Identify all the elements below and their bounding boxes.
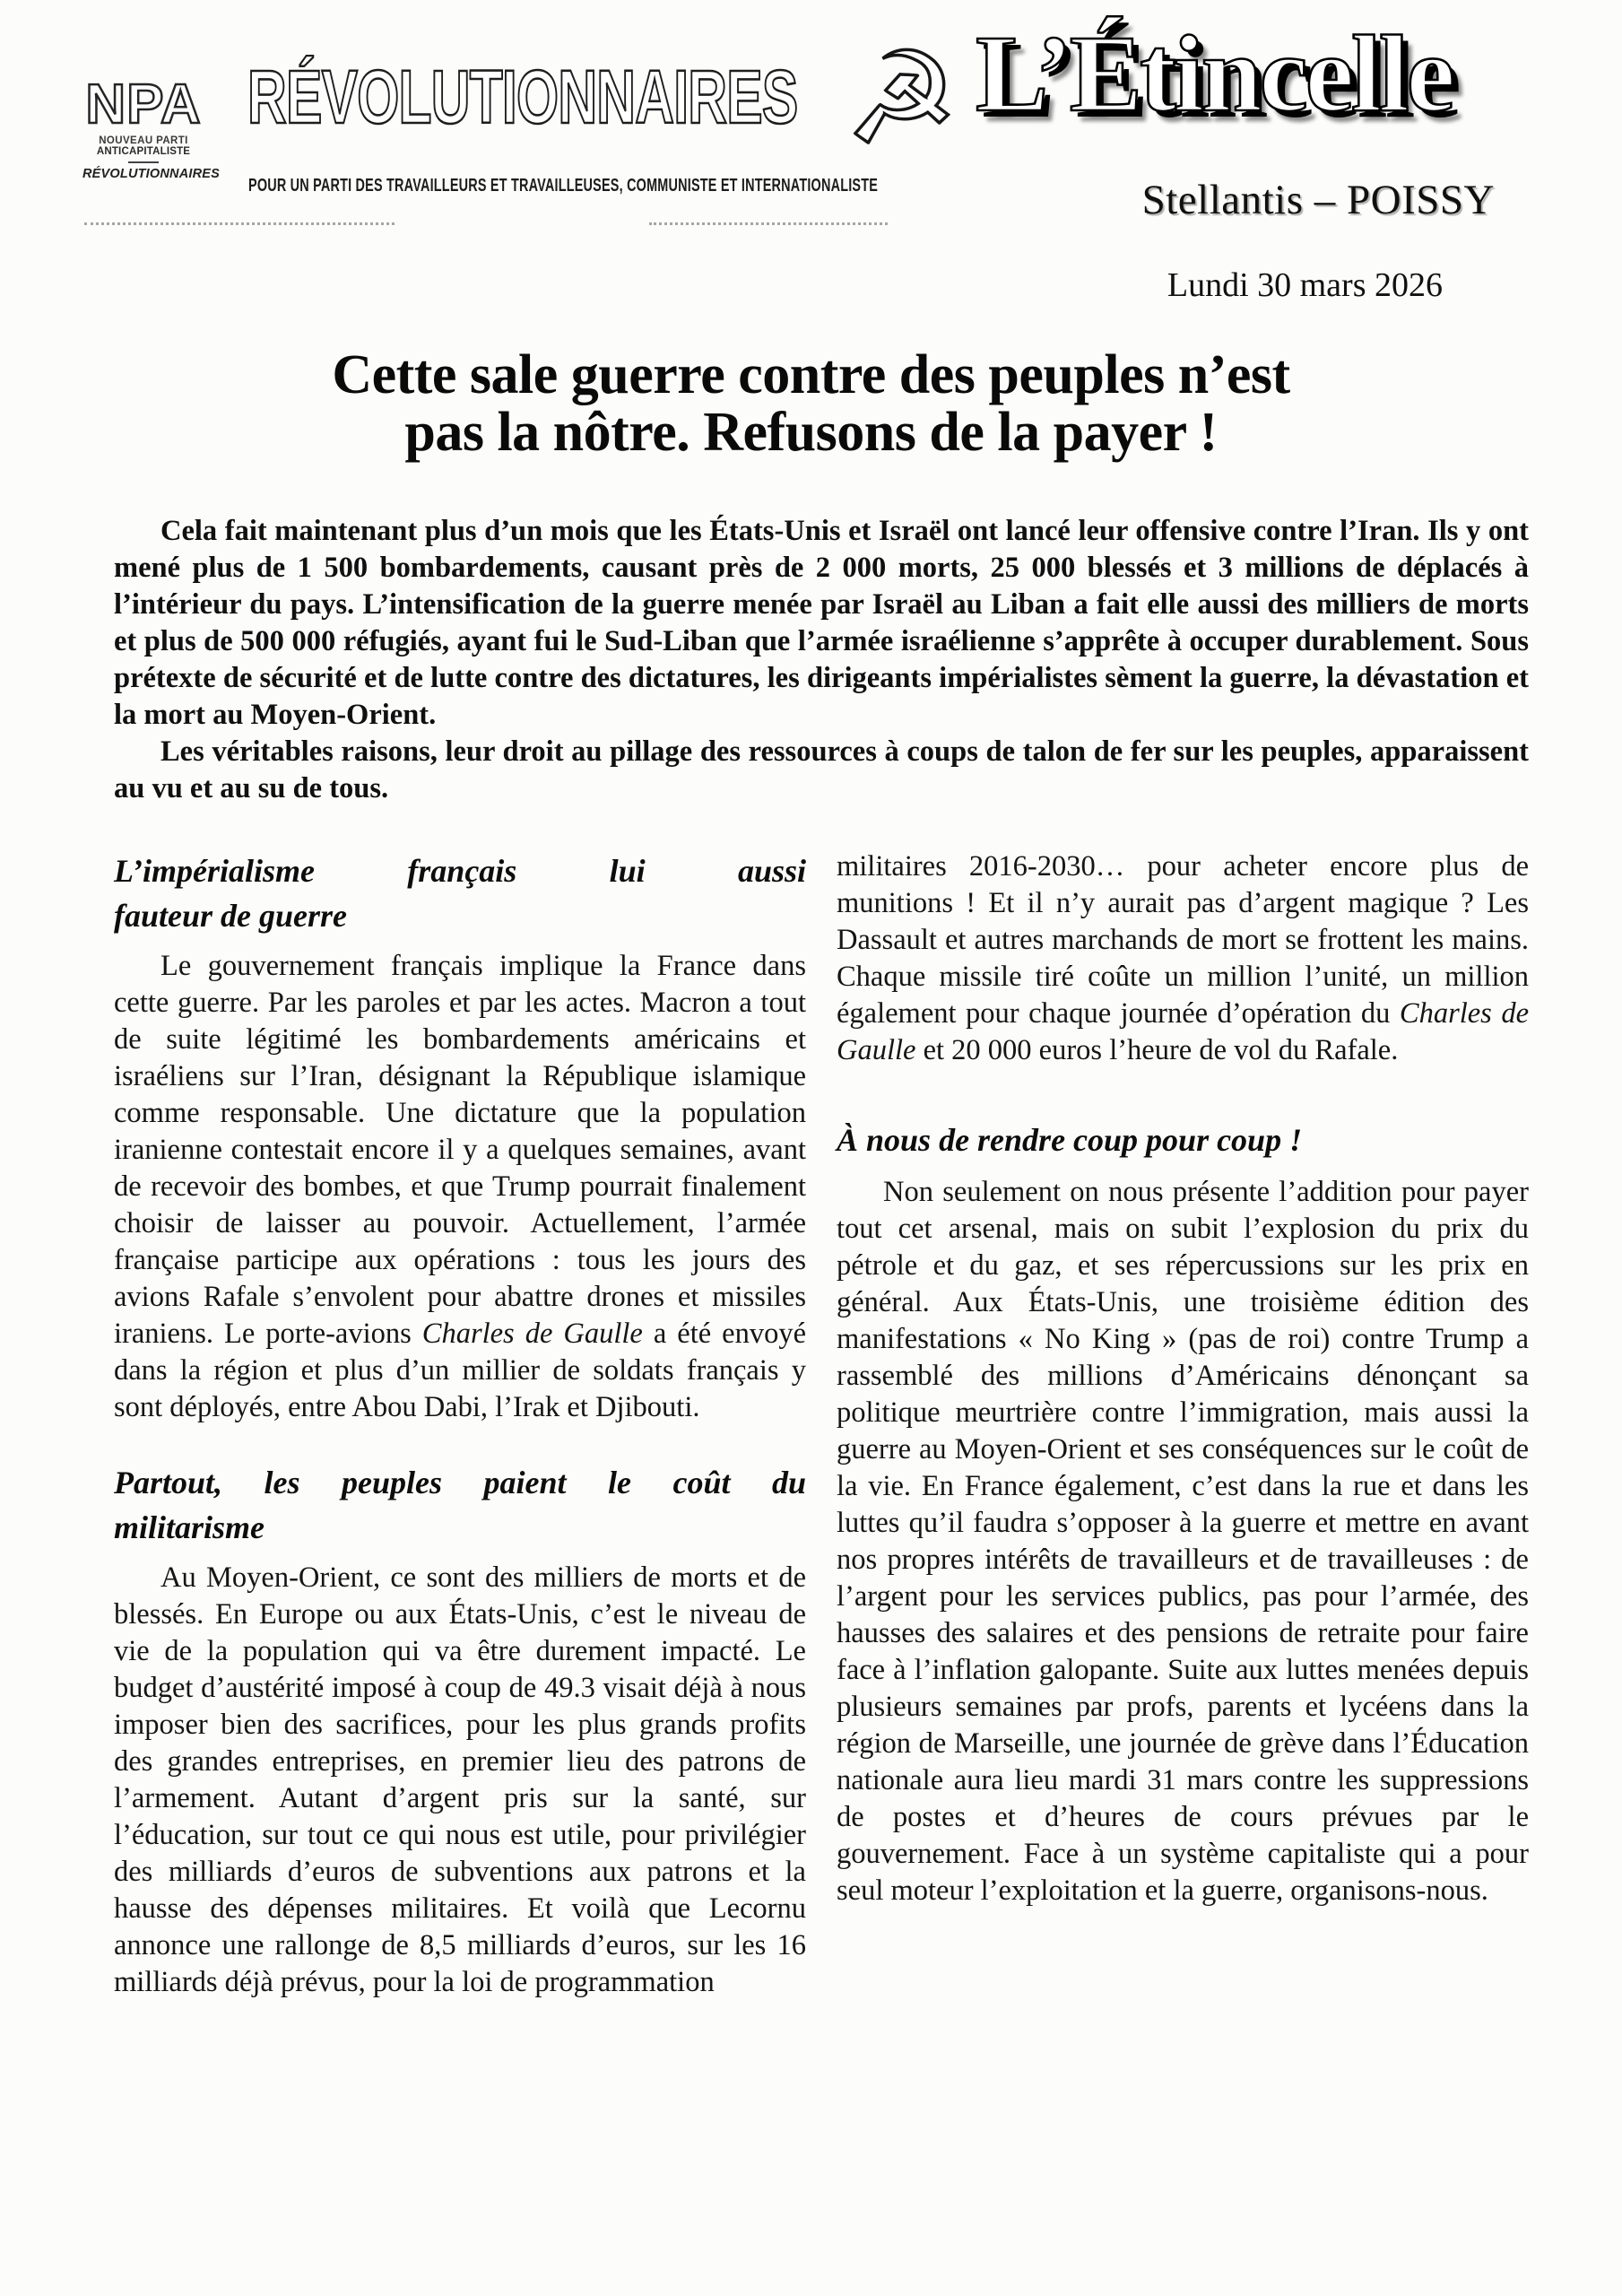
- npa-divider: [128, 161, 159, 163]
- section1-heading-line2: fauteur de guerre: [114, 898, 347, 934]
- party-name-logotype: RÉVOLUTIONNAIRES: [247, 55, 798, 139]
- section2-heading: [114, 1460, 806, 1550]
- npa-acronym: NPA: [85, 74, 202, 135]
- left-column: [114, 848, 806, 2001]
- section2-paragraph-left: Au Moyen-Orient, ce sont des milliers de morts et de blessés. En Europe ou aux États-Unis, c’est le niveau de vie de la population qui va être durement impacté. Le budget d’austérité imposé à coup de 49.3 visait déjà à nous imposer bien des sacrifices, pour les plus grands profits des grandes entreprises, en premier lieu des patrons de l’armement. Autant d’argent pris sur la santé, sur l’éducation, sur tout ce qui nous est utile, pour privilégier des milliards d’euros de subventions aux patrons et la hausse des dépenses militaires. Et voilà que Lecornu annonce une rallonge de 8,5 milliards d’euros, sur les 16 milliards déjà prévus, pour la loi de programmation: [114, 1561, 806, 1998]
- section3-heading: À nous de rendre coup pour coup !: [837, 1122, 1303, 1158]
- hammer-sickle-icon: ☭: [845, 25, 959, 173]
- issue-date: Lundi 30 mars 2026: [1167, 266, 1443, 304]
- bulletin-title: L’Étincelle: [976, 13, 1453, 135]
- party-tagline: POUR UN PARTI DES TRAVAILLEURS ET TRAVAILLEUSES, COMMUNISTE ET INTERNATIONALISTE: [248, 176, 879, 196]
- section2-heading-line1: Partout, les peuples paient le coût du: [114, 1465, 806, 1500]
- npa-logo: [82, 74, 221, 181]
- main-headline-line2: pas la nôtre. Refusons de la payer !: [404, 402, 1218, 463]
- intro-section: [114, 513, 1529, 807]
- dotted-divider-right: [649, 222, 888, 225]
- masthead: [0, 0, 1622, 316]
- dotted-divider-left: [84, 222, 395, 225]
- article-body: [114, 513, 1529, 2001]
- main-headline-line1: Cette sale guerre contre des peuples n’est: [332, 344, 1290, 405]
- two-column-layout: [114, 848, 1529, 2001]
- section2-paragraph-continued: militaires 2016-2030… pour acheter encore plus de munitions ! Et il n’y aurait pas d’argent magique ? Les Dassault et autres marchands de mort se frottent les mains. Chaque missile tiré coûte un million l’unité, un million également pour chaque journée d’opération du Charles de Gaulle et 20 000 euros l’heure de vol du Rafale.: [837, 850, 1529, 1066]
- section2-heading-line2: militarisme: [114, 1509, 265, 1545]
- section1-paragraph: Le gouvernement français implique la France dans cette guerre. Par les paroles et par les actes. Macron a tout de suite légitimé les bombardements américains et israéliens sur l’Iran, désignant la République islamique comme responsable. Une dictature que la population iranienne contestait encore il y a quelques semaines, avant de recevoir des bombes, et que Trump pourrait finalement choisir de laisser au pouvoir. Actuellement, l’armée française participe aux opérations : tous les jours des avions Rafale s’envolent pour abattre drones et missiles iraniens. Le porte-avions Charles de Gaulle a été envoyé dans la région et plus d’un millier de soldats français y sont déployés, entre Abou Dabi, l’Irak et Djibouti.: [114, 950, 807, 1423]
- section3-paragraph: Non seulement on nous présente l’addition pour payer tout cet arsenal, mais on subit l’explosion du prix du pétrole et du gaz, et ses répercussions sur les prix en général. Aux États-Unis, une troisième édition des manifestations « No King » (pas de roi) contre Trump a rassemblé des millions d’Américains dénonçant sa politique meurtrière contre l’immigration, mais aussi la guerre au Moyen-Orient et ses conséquences sur le coût de la vie. En France également, c’est dans la rue et dans les luttes qu’il faudra s’opposer à la guerre et mettre en avant nos propres intérêts de travailleurs et de travailleuses : de l’argent pour les services publics, pas pour l’armée, des hausses des salaires et des pensions de retraite pour faire face à l’inflation galopante. Suite aux luttes menées depuis plusieurs semaines par profs, parents et lycéens dans la région de Marseille, une journée de grève dans l’Éducation nationale aura lieu mardi 31 mars contre les suppressions de postes et d’heures de cours prévues par le gouvernement. Face à un système capitaliste qui a pour seul moteur l’exploitation et la guerre, organisons-nous.: [837, 1176, 1529, 1907]
- intro-paragraph-2: Les véritables raisons, leur droit au pillage des ressources à coups de talon de fer sur les peuples, apparaissent au vu et au su de tous.: [114, 735, 1529, 804]
- right-column: [837, 848, 1529, 2001]
- main-headline: [114, 346, 1508, 461]
- npa-subtitle-line2: ANTICAPITALISTE: [96, 145, 191, 157]
- npa-subtitle-line1: NOUVEAU PARTI: [99, 135, 188, 146]
- section1-heading-line1: L’impérialisme français lui aussi: [114, 853, 806, 889]
- site-name: Stellantis – POISSY: [1141, 177, 1495, 223]
- npa-subtitle-line3: RÉVOLUTIONNAIRES: [82, 166, 221, 181]
- section1-heading: [114, 848, 806, 938]
- intro-paragraph-1: Cela fait maintenant plus d’un mois que les États-Unis et Israël ont lancé leur offensive contre l’Iran. Ils y ont mené plus de 1 500 bombardements, causant près de 2 000 morts, 25 000 blessés et 3 millions de déplacés à l’intérieur du pays. L’intensification de la guerre menée par Israël au Liban a fait elle aussi des milliers de morts et plus de 500 000 réfugiés, ayant fui le Sud-Liban que l’armée israélienne s’apprête à occuper durablement. Sous prétexte de sécurité et de lutte contre des dictatures, les dirigeants impérialistes sèment la guerre, la dévastation et la mort au Moyen-Orient.: [114, 515, 1529, 731]
